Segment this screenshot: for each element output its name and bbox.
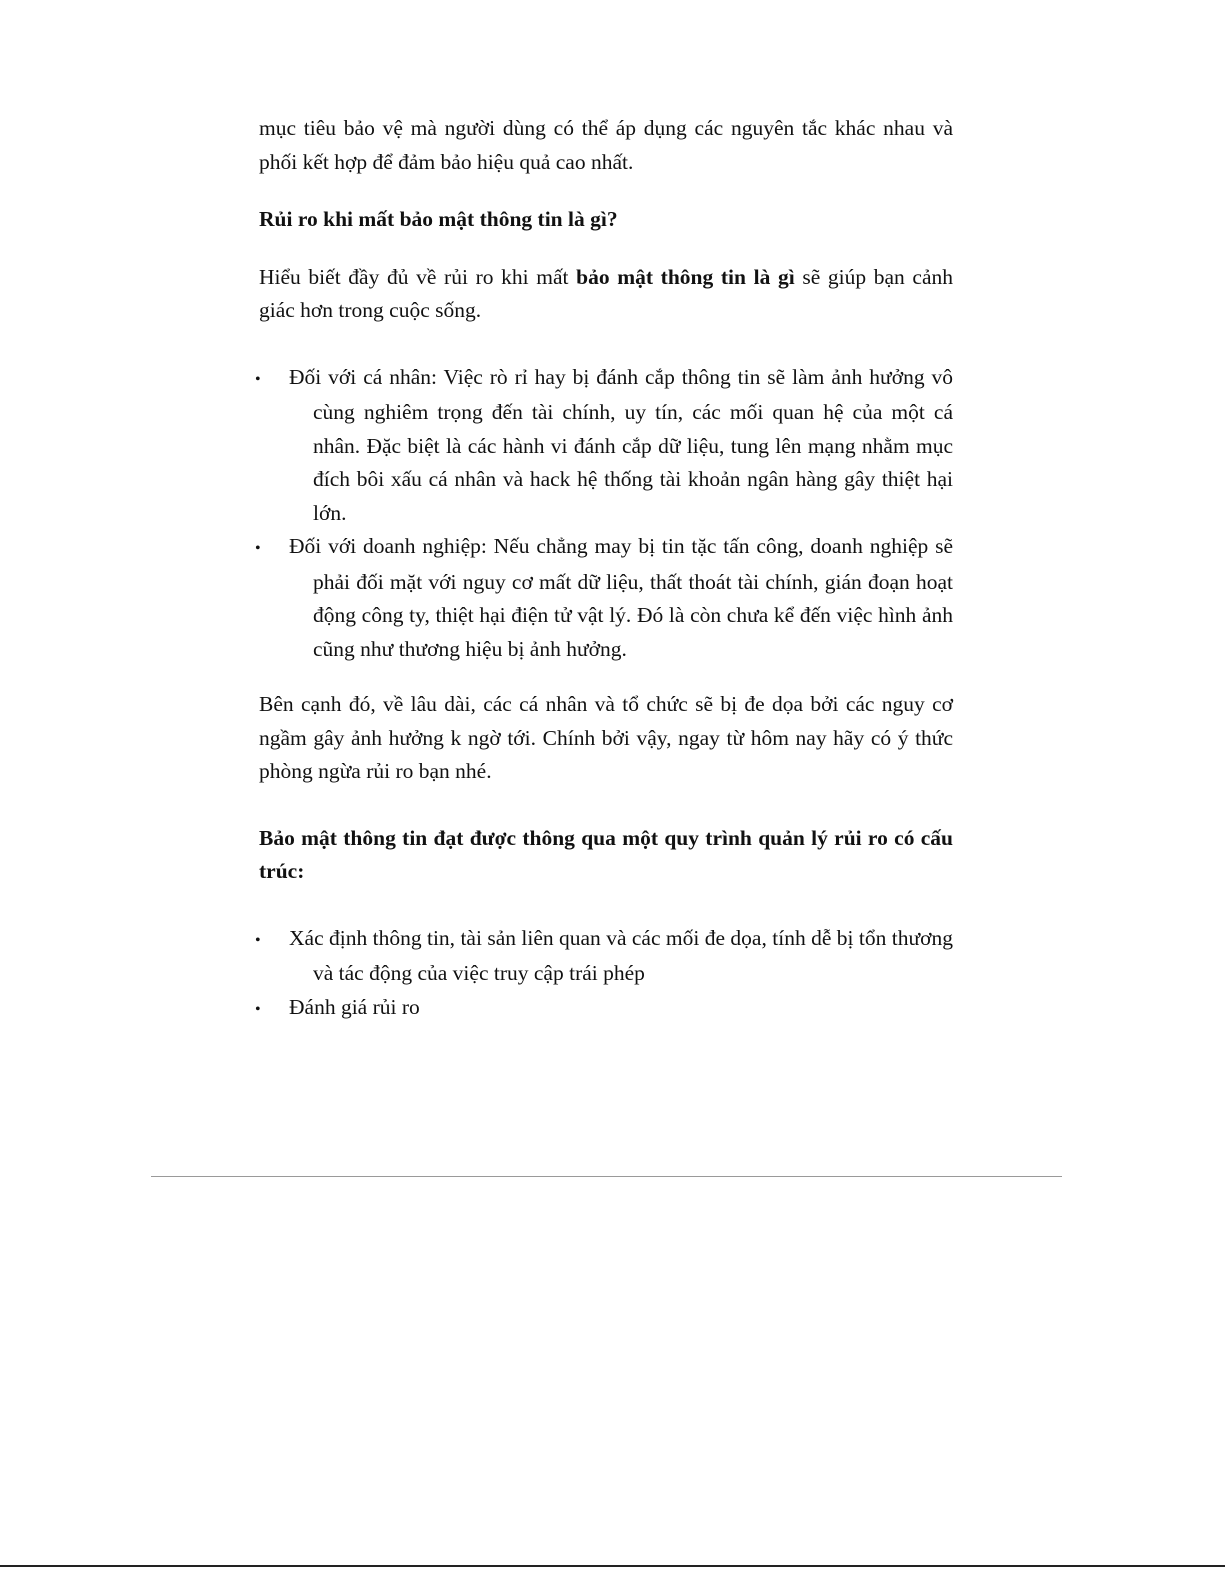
footer-divider [151,1176,1062,1177]
list-item [255,530,953,666]
list-item [255,922,953,991]
list-item-text: Đối với doanh nghiệp: Nếu chẳng may bị tin tặc tấn công, doanh nghiệp sẽ phải đối mặt với nguy cơ mất dữ liệu, thất thoát tài chính, gián đoạn hoạt động công ty, thiệt hại điện tử vật lý. Đó là còn chưa kể đến việc hình ảnh cũng như thương hiệu bị ảnh hưởng. [289,534,953,661]
heading-risk: Rủi ro khi mất bảo mật thông tin là gì? [259,207,618,231]
bullet-icon: • [255,540,261,557]
bullet-icon: • [255,370,261,388]
risk-list [255,361,953,667]
list-item [255,361,953,531]
page-bottom-border [0,1565,1225,1567]
risk-paragraph-bold: bảo mật thông tin là gì [576,264,795,289]
intro-paragraph: mục tiêu bảo vệ mà người dùng có thể áp dụng các nguyên tắc khác nhau và phối kết hợp để đảm bảo hiệu quả cao nhất. [259,116,953,174]
bullet-icon: • [255,1000,261,1018]
risk-paragraph-after: sẽ giúp bạn cảnh giác hơn trong cuộc sống. [259,264,953,322]
heading-process: Bảo mật thông tin đạt được thông qua một quy trình quản lý rủi ro có cấu trúc: [259,825,953,883]
consequence-paragraph: Bên cạnh đó, về lâu dài, các cá nhân và tổ chức sẽ bị đe dọa bởi các nguy cơ ngầm gây ảnh hưởng k ngờ tới. Chính bởi vậy, ngay từ hôm nay hãy có ý thức phòng ngừa rủi ro bạn nhé. [259,692,953,783]
process-list [255,922,953,1027]
list-item-text: Đối với cá nhân: Việc rò rỉ hay bị đánh cắp thông tin sẽ làm ảnh hưởng vô cùng nghiêm trọng đến tài chính, uy tín, các mối quan hệ của một cá nhân. Đặc biệt là các hành vi đánh cắp dữ liệu, tung lên mạng nhằm mục đích bôi xấu cá nhân và hack hệ thống tài khoản ngân hàng gây thiệt hại lớn. [289,364,953,525]
list-item-text: Xác định thông tin, tài sản liên quan và các mối đe dọa, tính dễ bị tổn thương và tác động của việc truy cập trái phép [289,925,953,985]
risk-paragraph [259,261,953,328]
bullet-icon: • [255,931,261,949]
list-item-text: Đánh giá rủi ro [289,994,420,1019]
list-item [255,991,953,1027]
risk-paragraph-before: Hiểu biết đầy đủ về rủi ro khi mất [259,264,577,289]
document-body [255,112,953,1026]
